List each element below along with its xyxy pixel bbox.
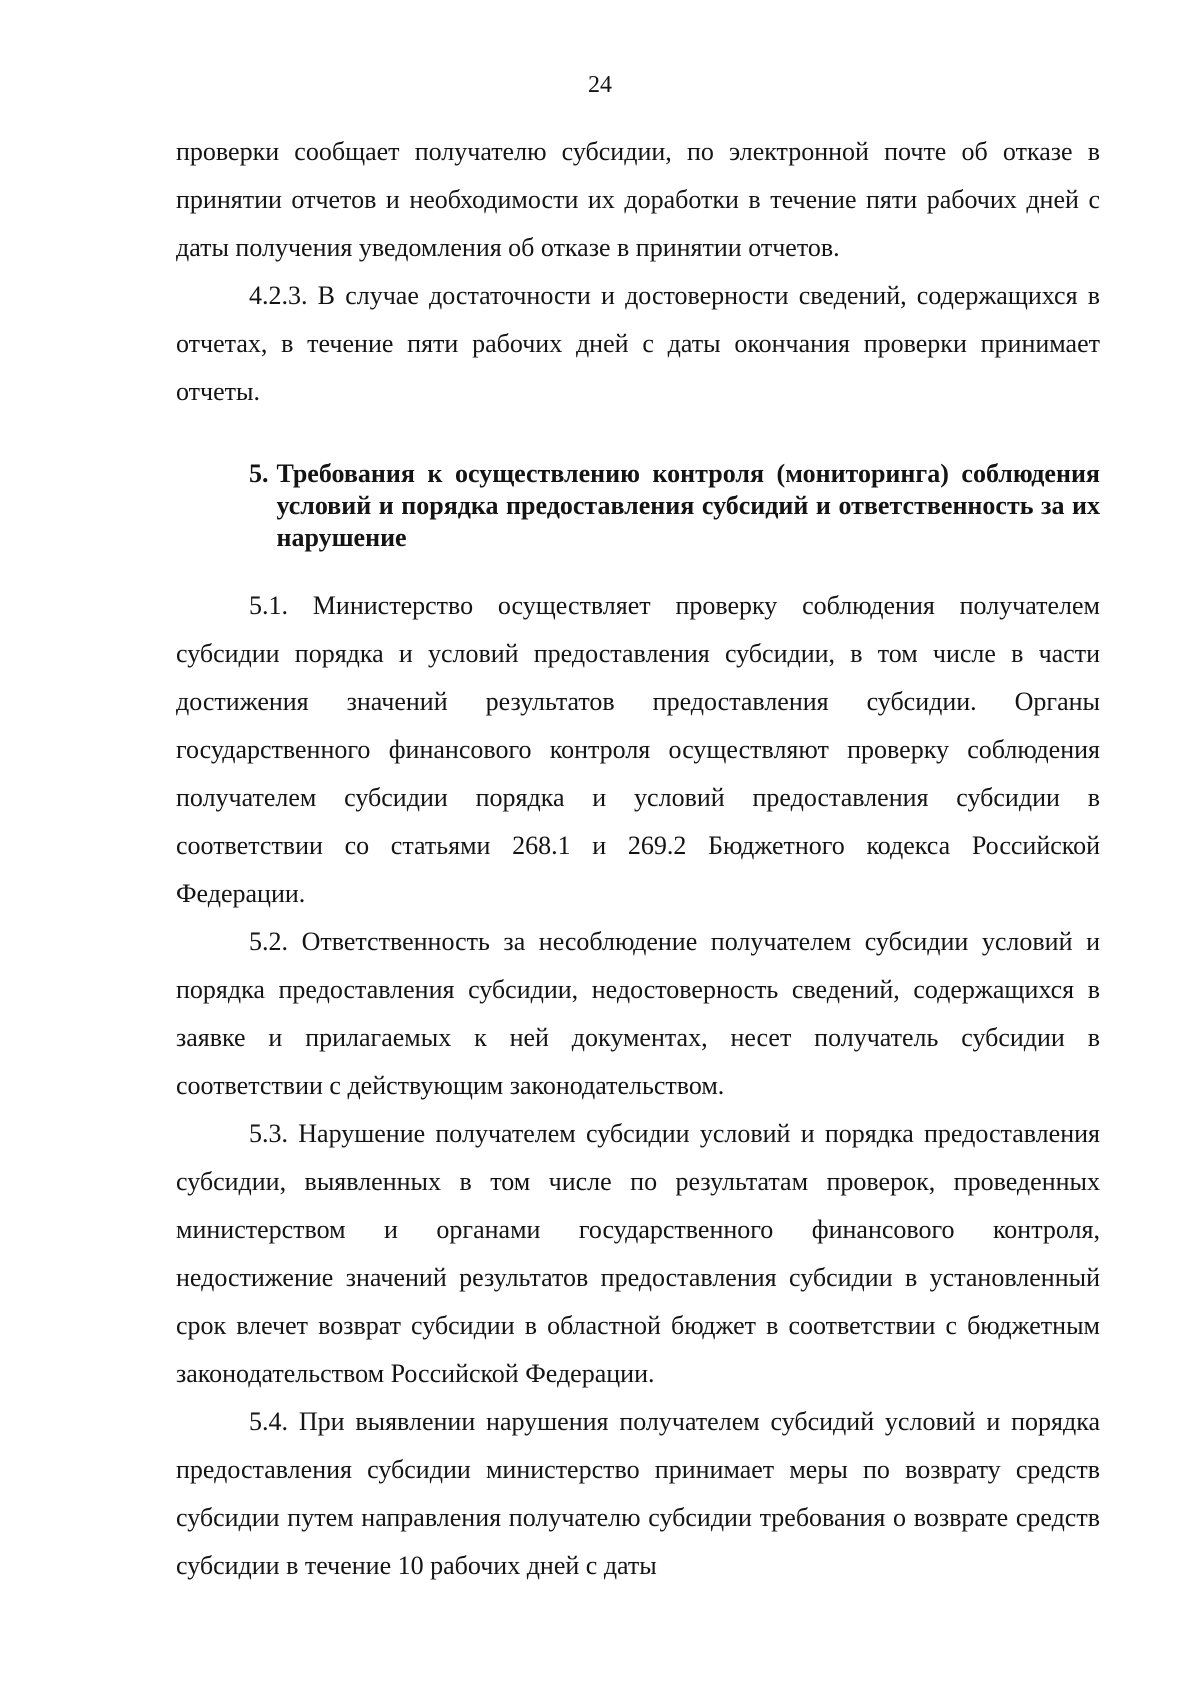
paragraph-continuation: проверки сообщает получателю субсидии, по электронной почте об отказе в принятии отчетов и необходимости их доработки в течение пяти рабочих дней с даты получения уведомления об отказе в принятии отчетов. (176, 137, 1100, 262)
paragraph-5-3: 5.3. Нарушение получателем субсидии условий и порядка предоставления субсидии, выявленных в том числе по результатам проверок, проведенных министерством и органами государственного финансового контроля, недостижение значений результатов предоставления субсидии в установленный срок влечет возврат субсидии в областной бюджет в соответствии с бюджетным законодательством Российской Федерации. (176, 1119, 1100, 1388)
paragraph-5-1: 5.1. Министерство осуществляет проверку соблюдения получателем субсидии порядка и условий предоставления субсидии, в том числе в части достижения значений результатов предоставления субсидии. Органы государственного финансового контроля осуществляют проверку соблюдения получателем субсидии порядка и условий предоставления субсидии в соответствии со статьями 268.1 и 269.2 Бюджетного кодекса Российской Федерации. (176, 591, 1100, 908)
paragraph-5-4: 5.4. При выявлении нарушения получателем субсидий условий и порядка предоставления субсидии министерство принимает меры по возврату средств субсидии путем направления получателю субсидии требования о возврате средств субсидии в течение 10 рабочих дней с даты (176, 1407, 1100, 1580)
document-body (176, 128, 1100, 1590)
section-title: Требования к осуществлению контроля (мониторинга) соблюдения условий и порядка предоставления субсидий и ответственность за их нарушение (276, 459, 1100, 552)
page-number: 24 (588, 72, 612, 98)
paragraph-5-2: 5.2. Ответственность за несоблюдение получателем субсидии условий и порядка предоставления субсидии, недостоверность сведений, содержащихся в заявке и прилагаемых к ней документах, несет получатель субсидии в соответствии с действующим законодательством. (176, 927, 1100, 1100)
section-number: 5. (249, 459, 269, 488)
paragraph-4-2-3: 4.2.3. В случае достаточности и достоверности сведений, содержащихся в отчетах, в течение пяти рабочих дней с даты окончания проверки принимает отчеты. (176, 281, 1100, 406)
section-heading (176, 458, 1100, 554)
